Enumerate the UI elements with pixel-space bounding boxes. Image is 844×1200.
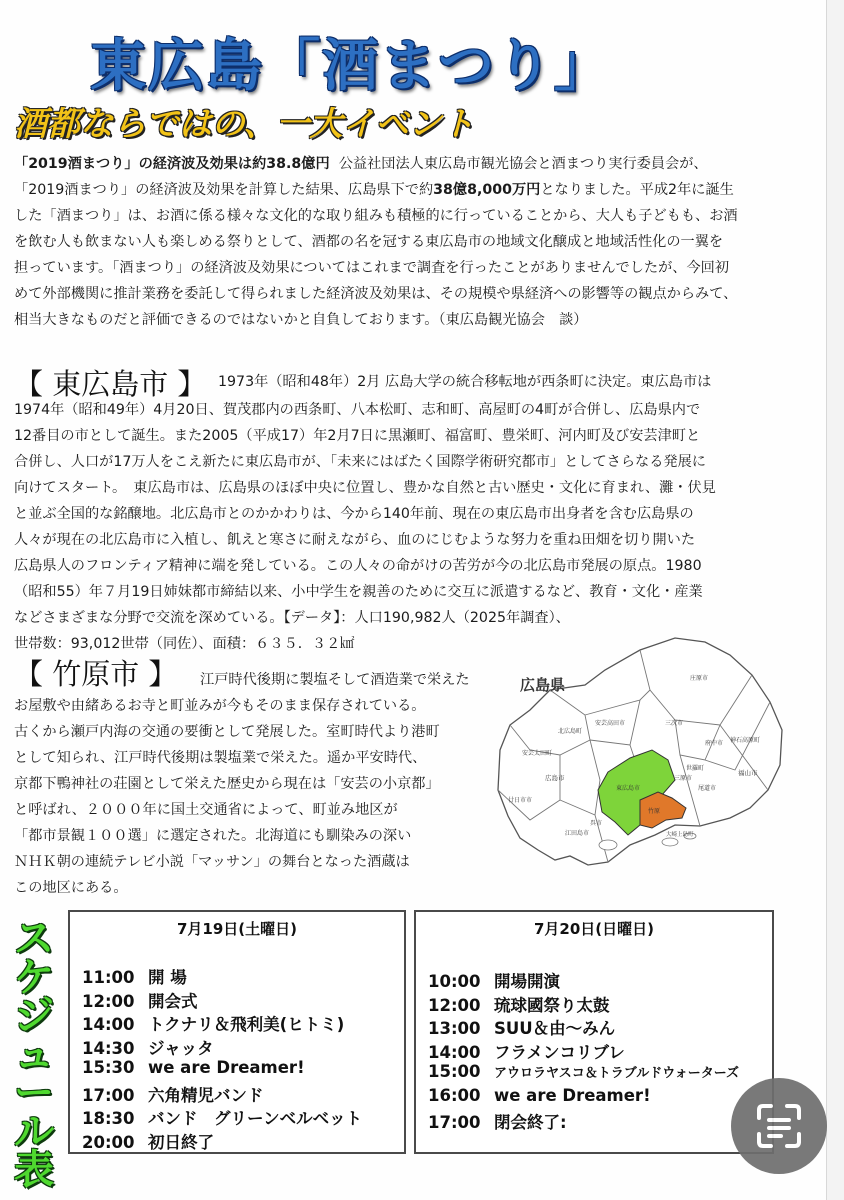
schedule-row: 10:00 開場開演 xyxy=(428,972,560,991)
higashi-line-6: と並ぶ全国的な銘醸地。北広島市とのかかわりは、今から140年前、現在の東広島市出身者を含む広島県の xyxy=(14,506,694,522)
map-label-hatsukaichi: 廿日市市 xyxy=(508,797,533,804)
map-title: 広島県 xyxy=(520,676,566,694)
schedule-row: 17:00 六角精児バンド xyxy=(82,1085,264,1105)
map-svg xyxy=(490,630,790,900)
schedule-day1-date: 7月19日(土曜日) xyxy=(176,920,298,938)
schedule-row: 12:00 琉球國祭り太鼓 xyxy=(428,995,610,1015)
schedule-row: 12:00 開会式 xyxy=(82,991,198,1011)
schedule-day2-list xyxy=(428,968,739,1133)
schedule-day1-box xyxy=(68,910,406,1154)
schedule-row: 14:00 トクナリ＆飛利美(ヒトミ) xyxy=(82,1015,345,1034)
higashi-line-8: 広島県人のフロンティア精神に端を発している。この人々の命がけの苦労が今の北広島市発展の原点。1980 xyxy=(14,558,702,574)
intro-line-2: 「2019酒まつり」の経済波及効果を計算した結果、広島県下で約38億8,000万円となりました。平成2年に誕生 xyxy=(14,182,734,198)
intro-line-6: めて外部機関に推計業務を委託して得られました経済波及効果は、その規模や県経済への影響等の観点からみて、 xyxy=(14,286,738,302)
schedule-day2-date: 7月20日(日曜日) xyxy=(533,920,655,938)
map-island xyxy=(599,840,617,850)
intro-lead: 「2019酒まつり」の経済波及効果は約38.8億円 xyxy=(14,156,330,172)
takehara-line-6: と呼ばれ、２０００年に国土交通省によって、町並み地区が xyxy=(14,802,398,818)
map-label-akitakata: 安芸高田市 xyxy=(595,720,626,727)
map-label-miyoshi: 三次市 xyxy=(665,720,684,727)
map-label-fukuyama: 福山市 xyxy=(738,769,758,777)
schedule-row: 13:00 SUU＆由～みん xyxy=(428,1019,616,1038)
higashi-line-10: などさまざまな分野で交流を深めている。【データ】：人口190,982人（2025年調査）、 xyxy=(14,610,570,626)
takehara-line-4: として知られ、江戸時代後期は製塩業で栄えた。遥か平安時代、 xyxy=(14,750,427,766)
schedule-day1-list xyxy=(82,964,362,1152)
map-label-hiroshima: 広島市 xyxy=(545,774,565,782)
text-scan-button[interactable] xyxy=(731,1078,827,1174)
map-label-jinsekikogen: 神石高原町 xyxy=(730,737,761,744)
map-label-fuchu: 府中市 xyxy=(705,740,724,747)
map-label-etajima: 江田島市 xyxy=(565,830,590,837)
map-label-akiota: 安芸太田町 xyxy=(522,750,553,757)
schedule-row: 17:00 閉会終了: xyxy=(428,1113,567,1132)
intro-line-7: 相当大きなものだと評価できるのではないかと自負しております。（東広島観光協会 談） xyxy=(14,312,588,328)
higashi-line-7: 人々が現在の北広島市に入植し、飢えと寒さに耐えながら、血のにじむような努力を重ね田畑を切り開いた xyxy=(14,532,696,548)
higashi-line-3: 12番目の市として誕生。また2005（平成17）年2月7日に黒瀬町、福富町、豊栄町、河内町及び安芸津町と xyxy=(14,428,701,444)
map-label-shobara: 庄原市 xyxy=(690,675,709,682)
map-label-mihara: 三原市 xyxy=(674,775,693,782)
map-label-kure: 呉市 xyxy=(590,820,603,827)
section-heading-higashihiroshima: 【 東広島市 】 xyxy=(14,367,207,401)
page-subtitle: 酒都ならではの、一大イベント xyxy=(14,104,475,143)
takehara-line-5: 京都下鴨神社の荘園として栄えた歴史から現在は「安芸の小京都」 xyxy=(14,776,440,792)
higashi-line-1: 1973年（昭和48年）2月 広島大学の統合移転地が西条町に決定。東広島市は xyxy=(218,374,712,390)
section-heading-takehara: 【 竹原市 】 xyxy=(14,657,178,691)
hiroshima-prefecture-map xyxy=(490,630,790,900)
higashi-line-2: 1974年（昭和49年）4月20日、賀茂郡内の西条町、八本松町、志和町、高屋町の4町が合併し、広島県内で xyxy=(14,402,701,418)
map-label-higashihiroshima: 東広島市 xyxy=(616,785,641,792)
intro-amount: 38億8,000万円 xyxy=(433,182,541,198)
map-label-kitahiroshima: 北広島町 xyxy=(558,728,583,735)
higashi-line-4: 合併し、人口が17万人をこえ新たに東広島市が、「未来にはばたく国際学術研究都市」としてさらなる発展に xyxy=(14,454,706,470)
map-label-sera: 世羅町 xyxy=(686,765,705,772)
higashi-line-9: （昭和55）年７月19日姉妹都市締結以来、小中学生を親善のために交互に派遣するなど、教育・文化・産業 xyxy=(14,584,703,600)
text-scan-icon xyxy=(731,1078,827,1174)
takehara-line-3: 古くから瀬戸内海の交通の要衝として発展した。室町時代より港町 xyxy=(14,724,440,740)
takehara-line-2: お屋敷や由緒あるお寺と町並みが今もそのまま保存されている。 xyxy=(14,698,426,714)
schedule-row: 18:30 バンド グリーンベルベット xyxy=(82,1109,363,1128)
schedule-row: 15:30 we are Dreamer! xyxy=(82,1058,305,1077)
map-island xyxy=(662,838,678,846)
map-label-onomichi: 尾道市 xyxy=(698,785,717,792)
schedule-row: 14:30 ジャッタ xyxy=(82,1038,214,1058)
map-label-osakikamijima: 大崎上島町 xyxy=(666,832,694,838)
page-title: 東広島「酒まつり」 xyxy=(90,34,612,99)
schedule-row: 14:00 フラメンコリブレ xyxy=(428,1042,625,1062)
schedule-vertical-label: ス ケ ジ ュ ー ル 表 xyxy=(14,916,54,1193)
intro-line-1: 「2019酒まつり」の経済波及効果は約38.8億円 公益社団法人東広島市観光協会と酒まつり実行委員会が、 xyxy=(14,156,708,172)
higashi-line-11: 世帯数：93,012世帯（同佐）、面積：６３５．３２㎢ xyxy=(14,636,355,652)
intro-line-4: を飲む人も飲まない人も楽しめる祭りとして、酒都の名を冠する東広島市の地域文化醸成と地域活性化の一翼を xyxy=(14,234,724,250)
schedule-row: 15:00 アウロラヤスコ＆トラブルドウォーターズ xyxy=(428,1062,740,1081)
takehara-line-9: この地区にある。 xyxy=(14,880,128,896)
intro-line-5: 担っています。「酒まつり」の経済波及効果についてはこれまで調査を行ったことがありませんでしたが、今回初 xyxy=(14,260,730,276)
schedule-row: 11:00 開 場 xyxy=(82,968,187,987)
intro-line-3: した「酒まつり」は、お酒に係る様々な文化的な取り組みも積極的に行っていることから、大人も子どもも、お酒 xyxy=(14,208,738,224)
schedule-day2-box xyxy=(414,910,774,1154)
schedule-row: 16:00 we are Dreamer! xyxy=(428,1085,651,1105)
takehara-line-8: ＮＨＫ朝の連続テレビ小説「マッサン」の舞台となった酒蔵は xyxy=(14,854,410,870)
schedule-row: 20:00 初日終了 xyxy=(82,1132,214,1152)
takehara-line-1: 江戸時代後期に製塩そして酒造業で栄えた xyxy=(200,672,470,688)
map-label-takehara: 竹原 xyxy=(648,808,661,815)
higashi-line-5: 向けてスタート。 東広島市は、広島県のほぼ中央に位置し、豊かな自然と古い歴史・文化に育まれ、灘・伏見 xyxy=(14,480,716,496)
takehara-line-7: 「都市景観１００選」に選定された。北海道にも馴染みの深い xyxy=(14,828,412,844)
